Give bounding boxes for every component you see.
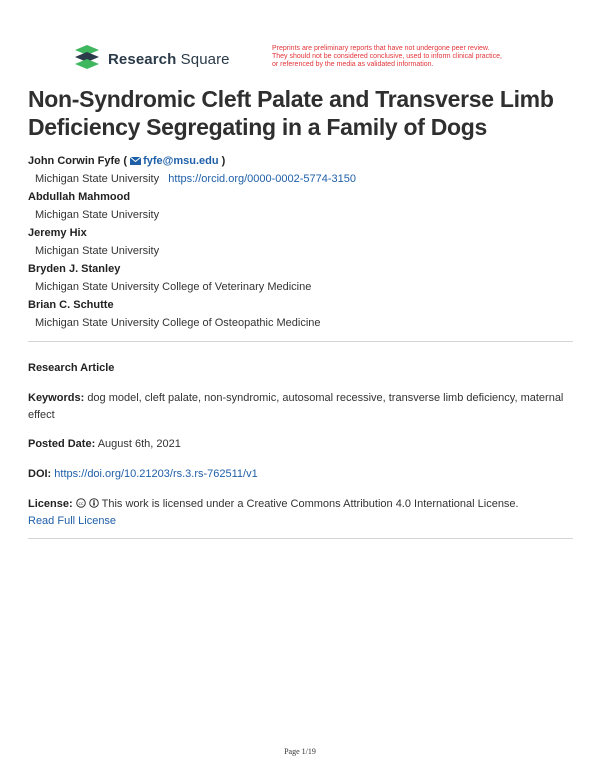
creative-commons-icon xyxy=(76,498,86,508)
envelope-icon xyxy=(130,157,141,165)
author-name: Abdullah Mahmood xyxy=(28,191,131,203)
read-full-license-link[interactable]: Read Full License xyxy=(28,515,117,527)
author-affiliation xyxy=(28,170,573,188)
article-type-text: Research Article xyxy=(28,362,115,374)
author-affiliation: Michigan State University College of Veterinary Medicine xyxy=(35,281,312,293)
research-square-logo-icon xyxy=(72,44,102,74)
author-name: Brian C. Schutte xyxy=(28,299,114,311)
keywords-label: Keywords: xyxy=(28,392,85,404)
affiliation-text: Michigan State University xyxy=(35,173,160,185)
divider xyxy=(28,538,573,539)
posted-date xyxy=(28,436,573,453)
doi-link[interactable]: https://doi.org/10.21203/rs.3.rs-762511/v1 xyxy=(54,468,258,480)
author-name: Bryden J. Stanley xyxy=(28,263,121,275)
paper-title: Non-Syndromic Cleft Palate and Transverse Limb Deficiency Segregating in a Family of Dogs xyxy=(28,86,554,140)
email-group: ( fyfe@msu.edu ) xyxy=(123,155,226,167)
author-list xyxy=(28,152,573,332)
license xyxy=(28,496,573,530)
author-name-text: John Corwin Fyfe xyxy=(28,155,121,167)
logo-wordmark xyxy=(108,51,230,68)
author-name: Jeremy Hix xyxy=(28,227,87,239)
divider xyxy=(28,341,573,342)
preprint-notice-line: Preprints are preliminary reports that have not undergone peer review. xyxy=(272,45,490,52)
article-type xyxy=(28,360,573,377)
svg-text:cc: cc xyxy=(78,502,84,507)
logo-wordmark-research: Research xyxy=(108,50,177,68)
attribution-icon xyxy=(89,498,99,508)
doi xyxy=(28,466,573,483)
author-name xyxy=(28,152,573,170)
keywords-text: dog model, cleft palate, non-syndromic, autosomal recessive, transverse limb deficiency, maternal effect xyxy=(28,392,564,421)
author-affiliation: Michigan State University xyxy=(35,245,160,257)
posted-date-text: August 6th, 2021 xyxy=(97,438,181,450)
preprint-notice-line: They should not be considered conclusive, used to inform clinical practice, xyxy=(272,53,502,60)
preprint-notice xyxy=(272,45,542,69)
posted-date-label: Posted Date: xyxy=(28,438,96,450)
author-affiliation: Michigan State University College of Osteopathic Medicine xyxy=(35,317,321,329)
keywords xyxy=(28,390,573,424)
doi-label: DOI: xyxy=(28,468,52,480)
preprint-notice-line: or referenced by the media as validated information. xyxy=(272,61,434,68)
author-email-link[interactable]: fyfe@msu.edu xyxy=(143,155,219,167)
license-text: This work is licensed under a Creative Commons Attribution 4.0 International License. xyxy=(101,498,519,510)
logo-wordmark-square: Square xyxy=(180,50,230,68)
license-label: License: xyxy=(28,498,73,510)
author-affiliation: Michigan State University xyxy=(35,209,160,221)
page-number: Page 1/19 xyxy=(284,747,316,756)
orcid-link[interactable]: https://orcid.org/0000-0002-5774-3150 xyxy=(168,173,357,185)
research-square-logo[interactable] xyxy=(72,44,230,74)
